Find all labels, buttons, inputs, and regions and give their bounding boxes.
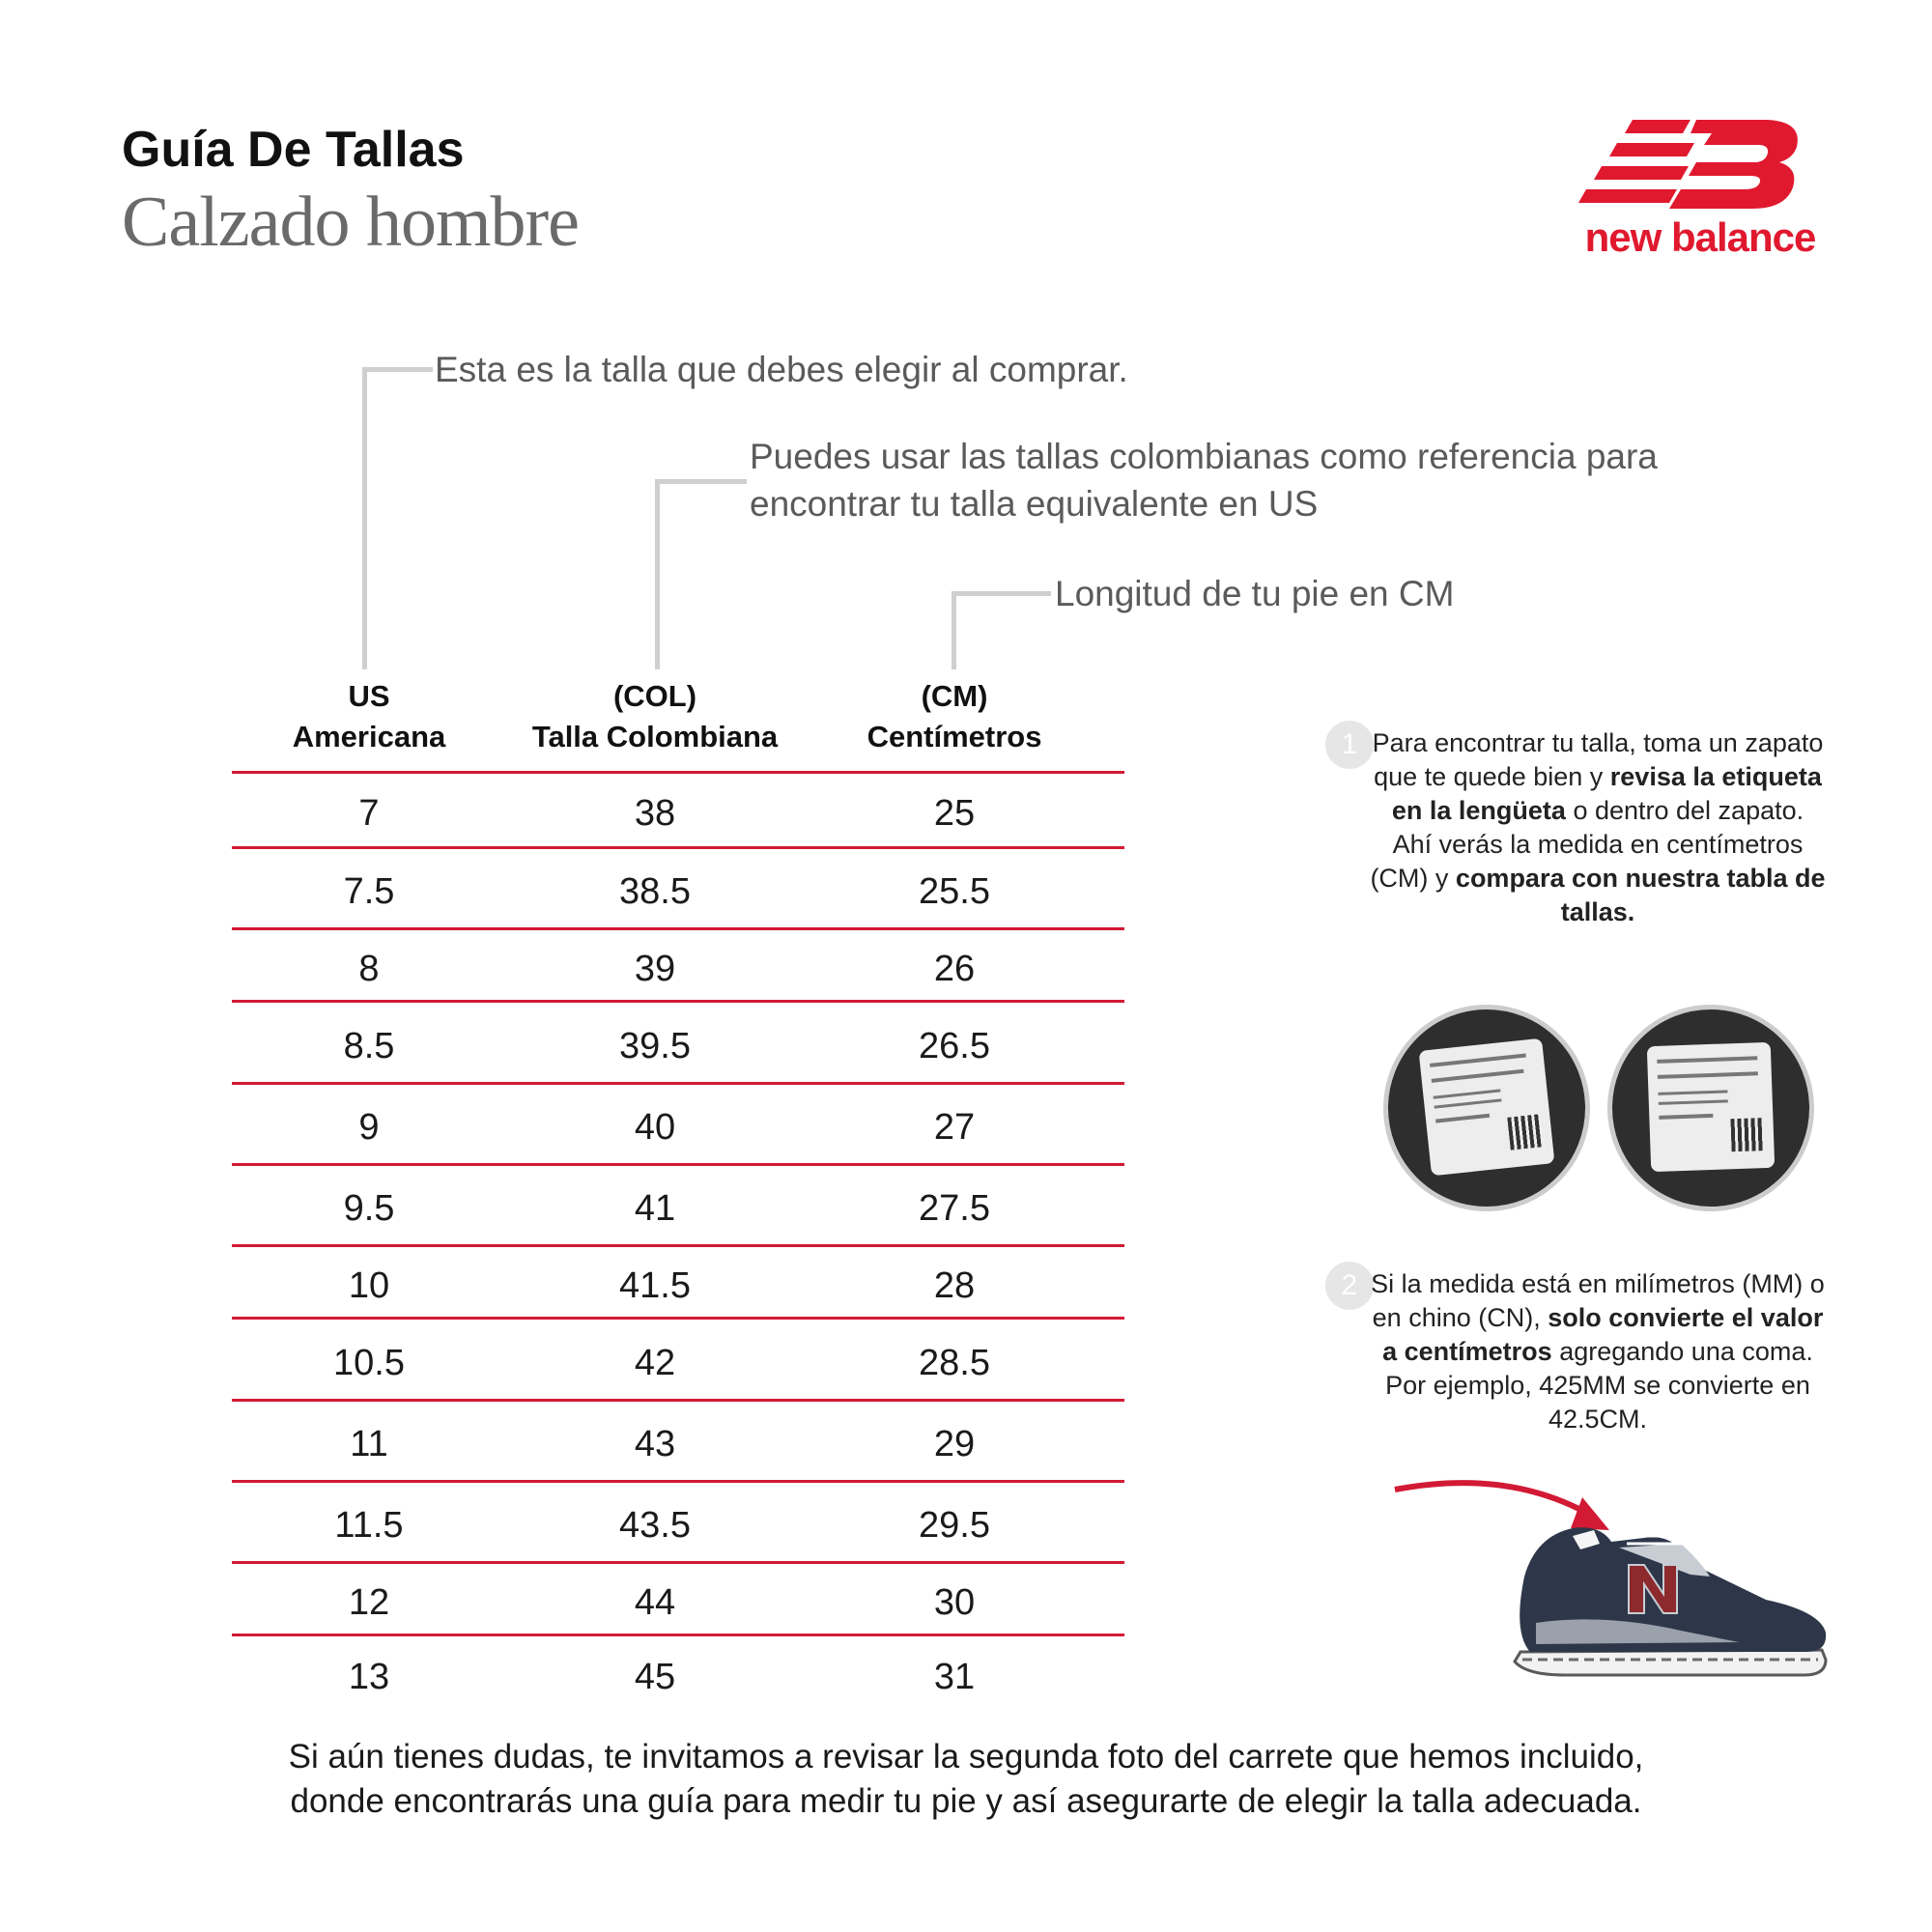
label-tag — [1419, 1038, 1555, 1177]
step-text: Si la medida está en milímetros (MM) o en chino (CN), — [1371, 1269, 1825, 1332]
tag-line — [1658, 1090, 1727, 1095]
table-row — [232, 1480, 1124, 1561]
row-divider — [232, 1399, 1124, 1402]
cell-cm: 28.5 — [919, 1343, 990, 1383]
step-text: agregando una coma. Por ejemplo, 425MM se convierte en 42.5CM. — [1385, 1337, 1813, 1434]
header-cm-label: Centímetros — [867, 720, 1042, 753]
table-row — [232, 846, 1124, 927]
tag-line — [1435, 1114, 1490, 1123]
tag-line — [1434, 1089, 1501, 1098]
row-divider — [232, 927, 1124, 930]
footer-line-2: donde encontrarás una guía para medir tu pie y así asegurarte de elegir la talla adecuada. — [290, 1782, 1642, 1820]
header-col — [500, 676, 810, 757]
cell-col: 39 — [634, 949, 676, 989]
row-divider — [232, 846, 1124, 849]
brand-name: new balance — [1584, 214, 1816, 260]
table-row — [232, 1634, 1124, 1711]
cell-us: 8.5 — [343, 1026, 395, 1066]
qr-code-icon — [1507, 1114, 1543, 1150]
col-note: Puedes usar las tallas colombianas como referencia para encontrar tu talla equivalente en US — [750, 437, 1658, 524]
size-label-photo — [1383, 1005, 1590, 1211]
step-text-bold: solo convierte el valor a centímetros — [1382, 1303, 1824, 1366]
cm-note-bracket — [952, 591, 1051, 669]
step-1-text — [1370, 726, 1826, 929]
step-text-bold: compara con nuestra tabla de tallas. — [1455, 864, 1826, 926]
header-cm — [800, 676, 1109, 757]
cell-cm: 25.5 — [919, 871, 990, 912]
step-text: Para encontrar tu talla, toma un zapato que te quede bien y — [1372, 728, 1824, 791]
cell-col: 38 — [634, 793, 676, 834]
cell-col: 38.5 — [619, 871, 691, 912]
page-subtitle: Calzado hombre — [122, 183, 579, 262]
footer-line-1: Si aún tienes dudas, te invitamos a revisar la segunda foto del carrete que hemos incluido, — [288, 1738, 1644, 1776]
tag-line — [1657, 1056, 1757, 1064]
arrow-head-icon — [1571, 1497, 1609, 1530]
cell-us: 8 — [358, 949, 380, 989]
brand-logo — [1575, 114, 1826, 259]
cell-us: 11 — [350, 1424, 388, 1464]
cell-col: 44 — [634, 1582, 676, 1623]
qr-code-icon — [1730, 1118, 1764, 1151]
cell-col: 41 — [634, 1188, 676, 1229]
row-divider — [232, 771, 1124, 774]
cell-us: 7.5 — [343, 871, 395, 912]
step-text: o dentro del zapato. Ahí verás la medida en centímetros (CM) y — [1370, 796, 1804, 893]
header-us-code: US — [348, 679, 390, 713]
table-row — [232, 1000, 1124, 1082]
cell-col: 43.5 — [619, 1505, 691, 1546]
row-divider — [232, 1082, 1124, 1085]
table-row — [232, 1317, 1124, 1399]
cell-us: 7 — [358, 793, 380, 834]
row-divider — [232, 1480, 1124, 1483]
cell-us: 10.5 — [333, 1343, 405, 1383]
col-note-bracket — [655, 479, 747, 669]
footer-text — [97, 1735, 1835, 1824]
cell-cm: 26.5 — [919, 1026, 990, 1066]
table-row — [232, 927, 1124, 1000]
cell-col: 43 — [634, 1424, 676, 1464]
tag-line — [1430, 1053, 1526, 1066]
tag-line — [1659, 1114, 1713, 1120]
step-text-bold: revisa la etiqueta en la lengüeta — [1391, 762, 1822, 825]
tag-line — [1659, 1099, 1728, 1105]
header-us — [214, 676, 524, 757]
cell-col: 42 — [634, 1343, 676, 1383]
cell-us: 9.5 — [343, 1188, 395, 1229]
row-divider — [232, 1317, 1124, 1320]
tag-line — [1658, 1071, 1758, 1079]
us-note: Esta es la talla que debes elegir al comprar. — [435, 350, 1128, 389]
cell-col: 39.5 — [619, 1026, 691, 1066]
cell-cm: 28 — [933, 1265, 976, 1306]
size-label-photo — [1607, 1005, 1814, 1211]
step-2-text — [1370, 1267, 1826, 1436]
row-divider — [232, 1163, 1124, 1166]
cell-us: 12 — [348, 1582, 390, 1623]
page-title: Guía De Tallas — [122, 122, 465, 178]
header-col-code: (COL) — [612, 679, 697, 713]
cell-cm: 25 — [933, 793, 976, 834]
table-row — [232, 1082, 1124, 1163]
cell-cm: 27.5 — [919, 1188, 990, 1229]
header-col-label: Talla Colombiana — [531, 720, 779, 753]
cell-us: 9 — [358, 1107, 380, 1148]
cell-col: 45 — [634, 1657, 676, 1697]
cell-us: 10 — [348, 1265, 390, 1306]
cell-cm: 27 — [933, 1107, 976, 1148]
cell-cm: 26 — [933, 949, 976, 989]
cell-cm: 29 — [933, 1424, 976, 1464]
row-divider — [232, 1244, 1124, 1247]
step-number-badge: 2 — [1325, 1262, 1374, 1310]
row-divider — [232, 1561, 1124, 1564]
row-divider — [232, 1000, 1124, 1003]
cell-col: 40 — [634, 1107, 676, 1148]
header-us-label: Americana — [292, 720, 446, 753]
cell-us: 11.5 — [334, 1505, 404, 1546]
cm-note: Longitud de tu pie en CM — [1055, 574, 1455, 613]
table-row — [232, 1561, 1124, 1634]
cell-cm: 31 — [933, 1657, 976, 1697]
table-row — [232, 1399, 1124, 1480]
label-tag — [1647, 1042, 1775, 1172]
cell-cm: 30 — [933, 1582, 976, 1623]
nb-mark-icon — [1575, 114, 1826, 214]
cell-cm: 29.5 — [919, 1505, 990, 1546]
tag-line — [1432, 1069, 1524, 1083]
header-cm-code: (CM) — [921, 679, 988, 713]
table-row — [232, 1163, 1124, 1244]
shoe-sole — [1515, 1650, 1826, 1675]
cell-us: 13 — [348, 1657, 390, 1697]
table-row — [232, 771, 1124, 846]
step-number-badge: 1 — [1325, 721, 1374, 769]
sneaker-illustration — [1391, 1468, 1835, 1681]
tag-line — [1435, 1098, 1502, 1108]
cell-col: 41.5 — [619, 1265, 691, 1306]
us-note-bracket — [362, 367, 433, 669]
row-divider — [232, 1634, 1124, 1636]
table-row — [232, 1244, 1124, 1317]
pointer-arrow-icon — [1395, 1483, 1590, 1515]
